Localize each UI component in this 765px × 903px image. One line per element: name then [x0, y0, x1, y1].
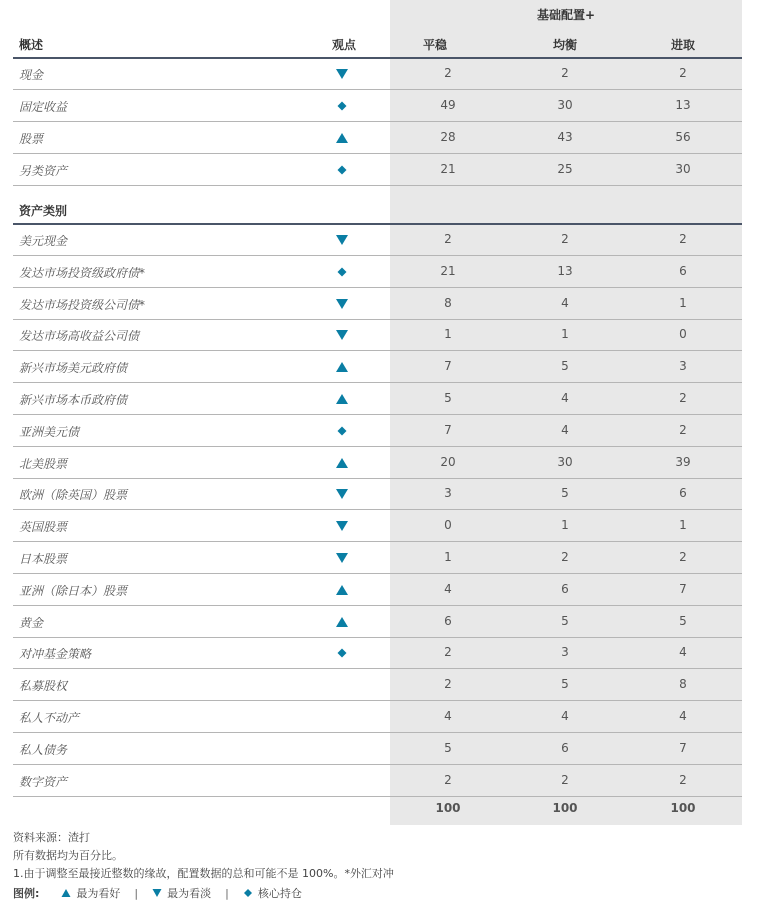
- value-aggressive: 6: [679, 486, 687, 501]
- value-moderate: 13: [557, 263, 573, 278]
- row-label: 对冲基金策略: [19, 647, 92, 662]
- value-moderate: 6: [561, 740, 569, 755]
- table-row: [13, 733, 742, 764]
- row-label: 黄金: [19, 615, 44, 630]
- value-moderate: 2: [561, 66, 569, 80]
- value-conservative: 4: [444, 581, 452, 596]
- diamond-icon: [243, 888, 253, 898]
- diamond-icon: [335, 646, 349, 660]
- value-aggressive: 1: [679, 518, 687, 533]
- value-conservative: 2: [444, 232, 452, 246]
- row-label: 私募股权: [19, 679, 68, 694]
- value-aggressive: 0: [679, 327, 687, 342]
- value-conservative: 7: [444, 422, 452, 437]
- legend-label-down: 最为看淡: [167, 887, 212, 900]
- value-aggressive: 4: [679, 709, 687, 723]
- row-label: 亚洲（除日本）股票: [19, 583, 128, 598]
- table-row: [13, 510, 742, 541]
- table-row: [13, 637, 742, 668]
- value-moderate: 5: [561, 677, 569, 692]
- value-moderate: 4: [561, 295, 569, 310]
- value-conservative: 7: [444, 359, 452, 374]
- value-conservative: 20: [440, 454, 456, 469]
- row-label: 美元现金: [19, 234, 68, 248]
- table-row: [13, 90, 742, 121]
- value-aggressive: 30: [675, 162, 691, 176]
- value-conservative: 2: [444, 645, 452, 660]
- col-header-view: 观点: [332, 38, 357, 52]
- value-aggressive: 4: [679, 645, 687, 660]
- legend-item-core: [243, 885, 302, 901]
- value-conservative: 1: [444, 550, 452, 564]
- table-row: [13, 351, 742, 382]
- col-header-moderate: 均衡: [552, 38, 577, 52]
- value-moderate: 4: [561, 391, 569, 405]
- row-label: 亚洲美元债: [19, 424, 80, 439]
- table-row: [13, 122, 742, 153]
- value-aggressive: 6: [679, 263, 687, 278]
- value-moderate: 30: [557, 98, 573, 112]
- table-row: [13, 669, 742, 700]
- triangle-down-icon: [152, 888, 162, 898]
- value-aggressive: 13: [675, 98, 691, 112]
- value-conservative: 21: [440, 263, 456, 278]
- value-moderate: 25: [557, 162, 573, 176]
- table-row: [13, 606, 742, 637]
- legend-label-core: 核心持仓: [257, 887, 302, 900]
- value-conservative: 8: [444, 295, 452, 310]
- triangle-down-icon: [335, 67, 349, 81]
- value-conservative: 49: [440, 98, 456, 112]
- triangle-up-icon: [335, 456, 349, 470]
- total-aggressive: 100: [670, 801, 696, 815]
- allocation-group-title: 基础配置+: [536, 8, 596, 22]
- table-row: [13, 447, 742, 478]
- value-aggressive: 39: [675, 454, 691, 469]
- value-aggressive: 2: [679, 550, 687, 564]
- row-label: 股票: [19, 132, 44, 146]
- value-aggressive: 3: [679, 359, 687, 374]
- value-conservative: 2: [444, 677, 452, 692]
- row-label: 新兴市场本币政府债: [19, 393, 128, 407]
- row-label: 私人不动产: [19, 711, 80, 725]
- diamond-icon: [335, 424, 349, 438]
- section-title-asset-classes: 资产类别: [19, 204, 68, 218]
- triangle-up-icon: [335, 615, 349, 629]
- row-divider: [13, 185, 742, 186]
- value-moderate: 2: [561, 232, 569, 246]
- row-divider: [13, 796, 742, 797]
- source-note: 资料来源：渣打: [13, 831, 90, 844]
- value-conservative: 4: [444, 709, 452, 723]
- table-row: [13, 58, 742, 89]
- col-header-conservative: 平稳: [422, 38, 447, 52]
- value-moderate: 5: [561, 359, 569, 374]
- table-row: [13, 154, 742, 185]
- col-header-aggressive: 进取: [670, 38, 695, 52]
- legend: [13, 885, 302, 901]
- value-moderate: 43: [557, 130, 573, 144]
- value-moderate: 5: [561, 613, 569, 628]
- table-row: [13, 478, 742, 509]
- row-label: 另类资产: [19, 164, 68, 178]
- value-moderate: 3: [561, 645, 569, 660]
- row-label: 发达市场高收益公司债: [19, 329, 140, 344]
- value-aggressive: 2: [679, 772, 687, 787]
- triangle-down-icon: [335, 233, 349, 247]
- table-row: [13, 701, 742, 732]
- legend-item-down: [152, 885, 211, 901]
- value-moderate: 4: [561, 422, 569, 437]
- table-row: [13, 288, 742, 319]
- triangle-down-icon: [335, 551, 349, 565]
- value-conservative: 5: [444, 391, 452, 405]
- value-moderate: 1: [561, 518, 569, 533]
- total-conservative: 100: [435, 801, 461, 815]
- table-row: [13, 542, 742, 573]
- table-row: [13, 574, 742, 605]
- row-label: 固定收益: [19, 100, 68, 114]
- value-conservative: 21: [440, 162, 456, 176]
- triangle-up-icon: [61, 888, 71, 898]
- table-row: [13, 256, 742, 287]
- table-row: [13, 765, 742, 796]
- row-label: 英国股票: [19, 520, 68, 535]
- value-aggressive: 56: [675, 130, 691, 144]
- value-aggressive: 8: [679, 677, 687, 692]
- value-moderate: 6: [561, 581, 569, 596]
- value-aggressive: 7: [679, 740, 687, 755]
- legend-label-up: 最为看好: [76, 887, 121, 900]
- row-label: 数字资产: [19, 774, 68, 789]
- legend-title: 图例:: [13, 887, 40, 900]
- triangle-up-icon: [335, 583, 349, 597]
- rounding-note: 1.由于调整至最接近整数的缘故，配置数据的总和可能不是 100%。*外汇对冲: [13, 867, 394, 880]
- row-label: 发达市场投资级公司债*: [19, 297, 146, 312]
- percent-note: 所有数据均为百分比。: [13, 849, 123, 862]
- legend-separator: |: [225, 886, 229, 900]
- row-label: 日本股票: [19, 552, 68, 566]
- value-aggressive: 1: [679, 295, 687, 310]
- value-conservative: 2: [444, 66, 452, 80]
- triangle-up-icon: [335, 131, 349, 145]
- triangle-up-icon: [335, 392, 349, 406]
- table-row: [13, 415, 742, 446]
- diamond-icon: [335, 163, 349, 177]
- value-aggressive: 2: [679, 232, 687, 246]
- value-conservative: 0: [444, 518, 452, 533]
- value-conservative: 3: [444, 486, 452, 501]
- table-row: [13, 383, 742, 414]
- col-header-overview: 概述: [19, 38, 44, 52]
- value-aggressive: 2: [679, 66, 687, 80]
- value-moderate: 4: [561, 709, 569, 723]
- diamond-icon: [335, 99, 349, 113]
- value-conservative: 5: [444, 740, 452, 755]
- triangle-down-icon: [335, 328, 349, 342]
- value-conservative: 2: [444, 772, 452, 787]
- value-conservative: 6: [444, 613, 452, 628]
- value-conservative: 1: [444, 327, 452, 342]
- row-label: 北美股票: [19, 456, 68, 471]
- table-row: [13, 319, 742, 350]
- diamond-icon: [335, 265, 349, 279]
- value-moderate: 5: [561, 486, 569, 501]
- row-label: 私人债务: [19, 742, 68, 757]
- row-label: 欧洲（除英国）股票: [19, 488, 128, 503]
- row-label: 发达市场投资级政府债*: [19, 265, 146, 280]
- total-moderate: 100: [552, 801, 578, 815]
- row-label: 现金: [19, 68, 44, 82]
- value-moderate: 1: [561, 327, 569, 342]
- triangle-up-icon: [335, 360, 349, 374]
- value-moderate: 2: [561, 772, 569, 787]
- triangle-down-icon: [335, 297, 349, 311]
- legend-separator: |: [134, 886, 139, 900]
- value-aggressive: 5: [679, 613, 687, 628]
- value-moderate: 2: [561, 550, 569, 564]
- value-moderate: 30: [557, 454, 573, 469]
- value-aggressive: 7: [679, 581, 687, 596]
- value-aggressive: 2: [679, 391, 687, 405]
- triangle-down-icon: [335, 519, 349, 533]
- triangle-down-icon: [335, 487, 349, 501]
- value-aggressive: 2: [679, 422, 687, 437]
- table-row: [13, 224, 742, 255]
- legend-item-up: [61, 885, 120, 901]
- value-conservative: 28: [440, 130, 456, 144]
- row-label: 新兴市场美元政府债: [19, 361, 128, 376]
